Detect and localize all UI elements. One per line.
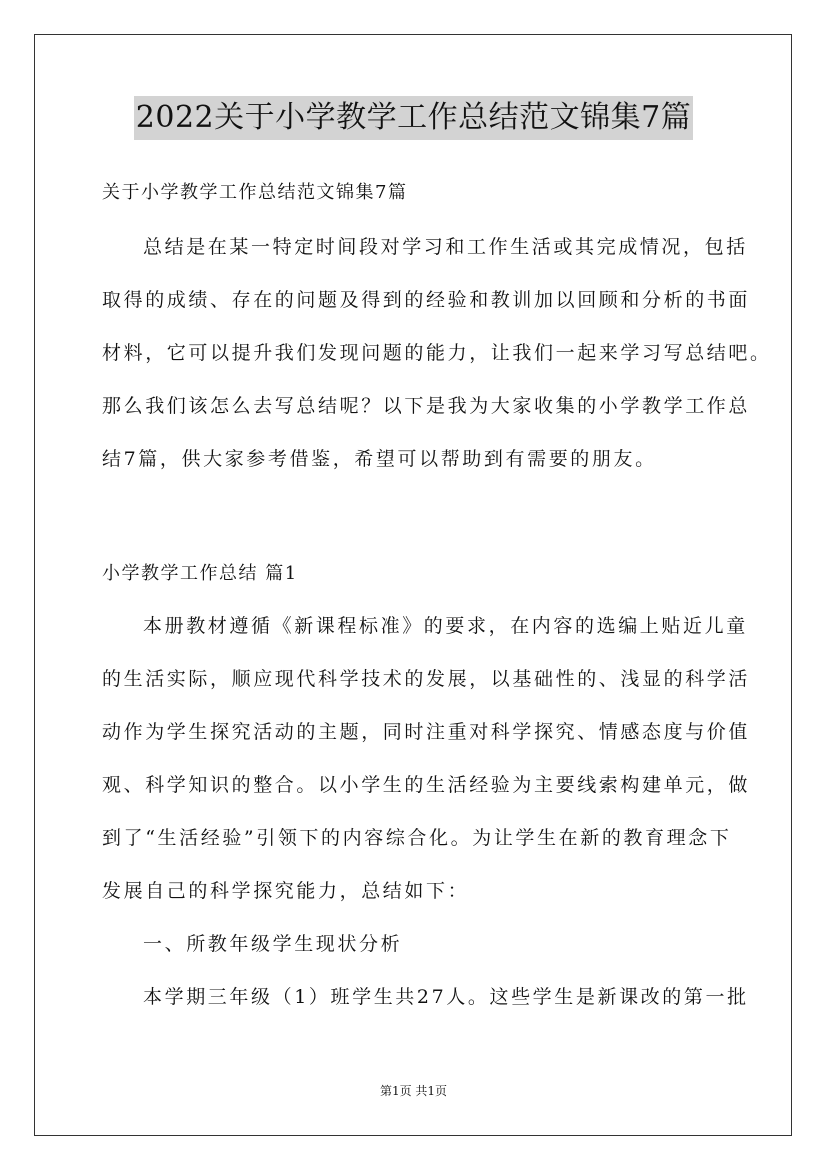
section-heading: 小学教学工作总结 篇1: [102, 563, 298, 584]
page-number-footer: 第1页 共1页: [379, 1084, 448, 1098]
document-subtitle: 关于小学教学工作总结范文锦集7篇: [102, 182, 408, 203]
section-line: 的生活实际，顺应现代科学技术的发展，以基础性的、浅显的科学活: [102, 668, 751, 690]
section-line: 本册教材遵循《新课程标准》的要求，在内容的选编上贴近儿童: [143, 615, 748, 637]
section-line: 动作为学生探究活动的主题，同时注重对科学探究、情感态度与价值: [102, 721, 751, 743]
intro-line: 结7篇，供大家参考借鉴，希望可以帮助到有需要的朋友。: [102, 448, 657, 470]
intro-line: 取得的成绩、存在的问题及得到的经验和教训加以回顾和分析的书面: [102, 289, 751, 311]
intro-line: 总结是在某一特定时间段对学习和工作生活或其完成情况，包括: [143, 236, 748, 258]
section-line: 本学期三年级（1）班学生共27人。这些学生是新课改的第一批: [143, 986, 749, 1008]
intro-line: 那么我们该怎么去写总结呢？以下是我为大家收集的小学教学工作总: [102, 395, 751, 417]
section-paragraph: [102, 600, 751, 1024]
section-line: 发展自己的科学探究能力，总结如下：: [102, 880, 470, 902]
intro-paragraph: [102, 221, 772, 486]
section-line: 观、科学知识的整合。以小学生的生活经验为主要线索构建单元，做: [102, 774, 751, 796]
title-wrap: [0, 96, 827, 140]
section-line: 到了“生活经验”引领下的内容综合化。为让学生在新的教育理念下: [102, 827, 732, 849]
intro-line: 材料，它可以提升我们发现问题的能力，让我们一起来学习写总结吧。: [102, 342, 772, 364]
document-title: 2022关于小学教学工作总结范文锦集7篇: [134, 96, 693, 140]
subsection-heading: 一、所教年级学生现状分析: [143, 933, 403, 955]
